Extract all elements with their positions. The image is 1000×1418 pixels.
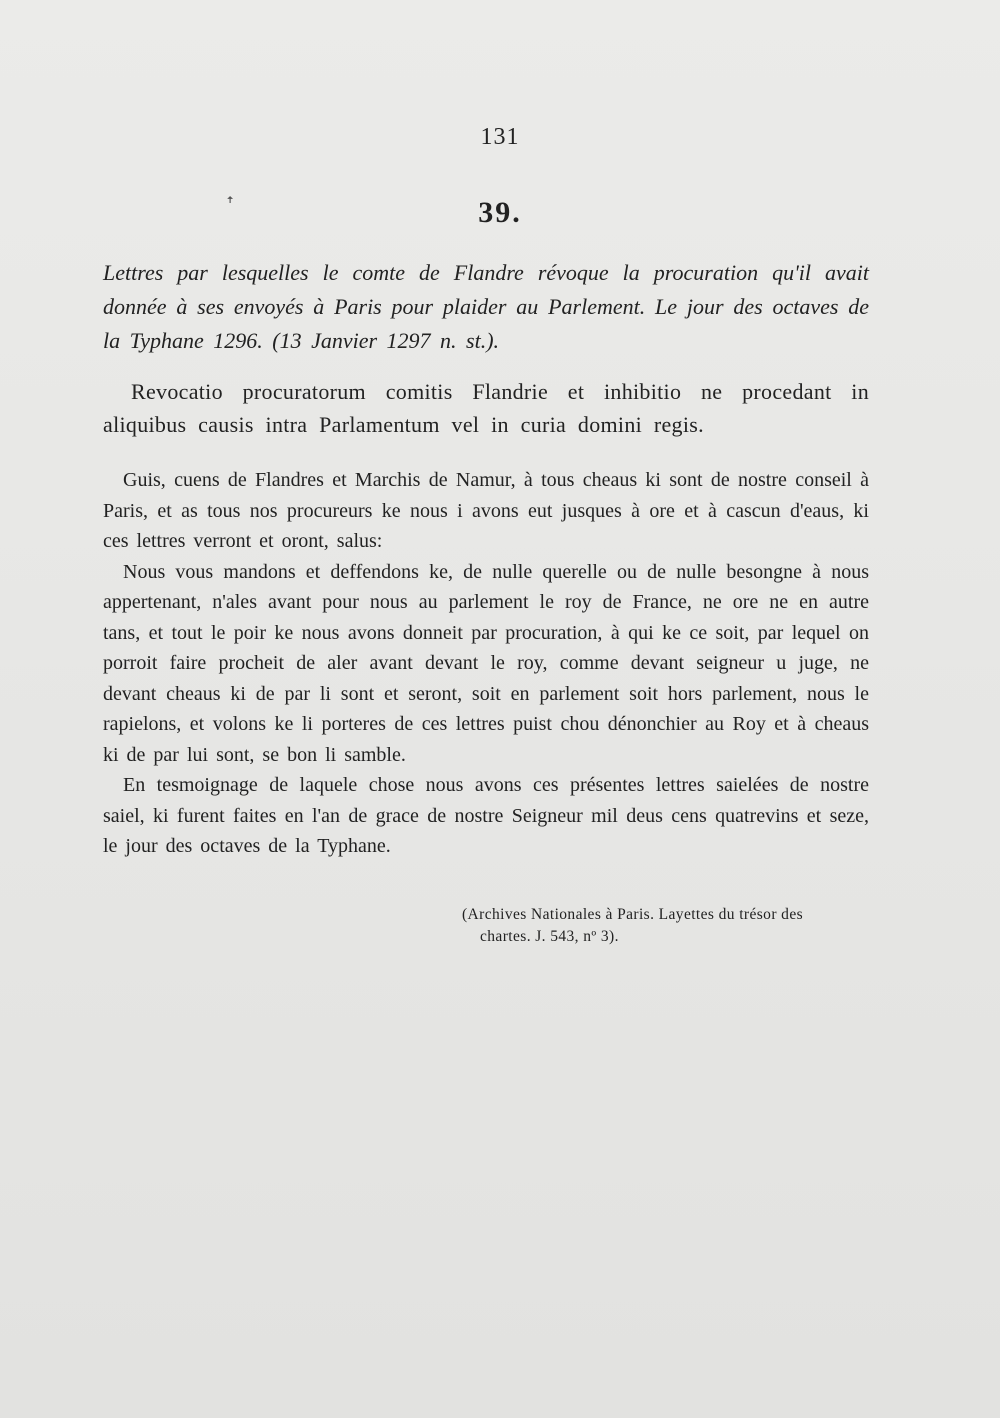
charter-text [103, 465, 869, 862]
charter-paragraph-2: Nous vous mandons et deffendons ke, de nulle querelle ou de nulle besongne à nous appertenant, n'ales avant pour nous au parlement le roy de France, ne ore ne en autre tans, et tout le poir ke nous avons donneit par procuration, à qui ke ce soit, par lequel on porroit faire procheit de aler avant devant le roy, comme devant seigneur u juge, ne devant cheaus ki de par li sont et seront, soit en parlement soit hors parlement, nous le rapielons, et volons ke li porteres de ces lettres puist chou dénonchier au Roy et à cheaus ki de par lui sont, se bon li samble. [103, 560, 869, 766]
margin-mark: ꜛ [226, 198, 234, 215]
source-citation [462, 904, 872, 948]
source-line-2: chartes. J. 543, nº 3). [480, 928, 619, 945]
document-number: 39. [478, 196, 522, 229]
source-line-1: (Archives Nationales à Paris. Layettes du trésor des [462, 906, 804, 923]
page-number: 131 [480, 124, 520, 150]
latin-summary-text: Revocatio procuratorum comitis Flandrie et inhibitio ne procedant in aliquibus causis intra Parlamentum vel in curia domini regis. [103, 379, 869, 437]
headnote: Lettres par lesquelles le comte de Flandre révoque la procuration qu'il avait donnée à ses envoyés à Paris pour plaider au Parlement. Le jour des octaves de la Typhane 1296. (13 Janvier 1297 n. st.). [103, 260, 869, 353]
latin-summary [103, 375, 869, 441]
charter-paragraph-1: Guis, cuens de Flandres et Marchis de Namur, à tous cheaus ki sont de nostre conseil à Paris, et as tous nos procureurs ke nous i avons eut jusques à ore et à cascun d'eaus, ki ces lettres verront et oront, salus: [103, 469, 869, 552]
charter-paragraph-3: En tesmoignage de laquele chose nous avons ces présentes lettres saielées de nostre saiel, ki furent faites en l'an de grace de nostre Seigneur mil deus cens quatrevins et seze, le jour des octaves de la Typhane. [103, 774, 869, 857]
